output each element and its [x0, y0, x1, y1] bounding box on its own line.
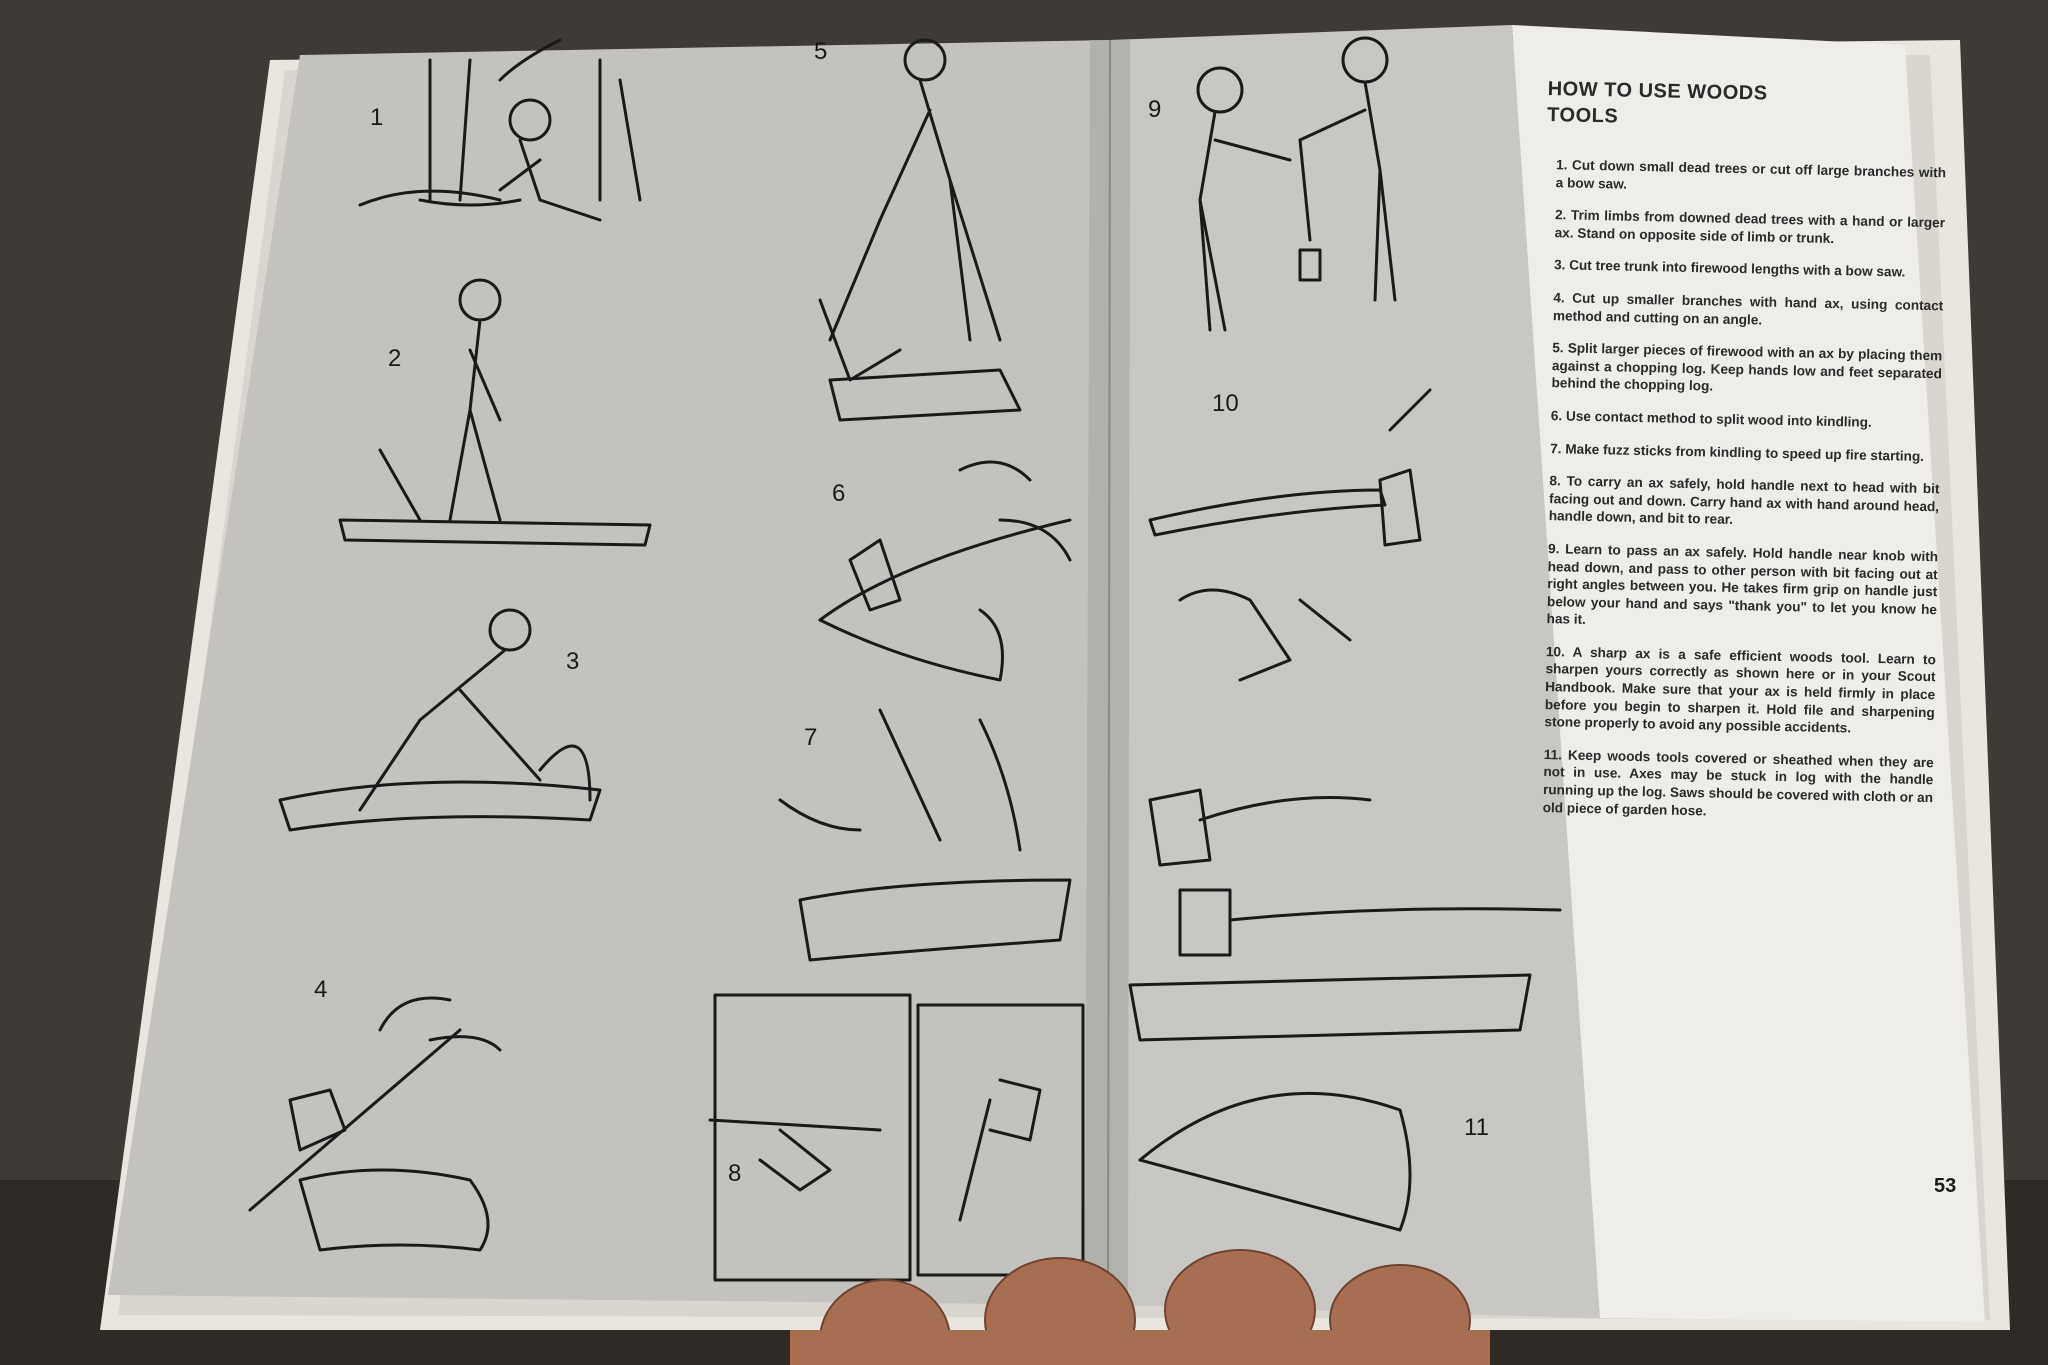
figure-11-number: 11 — [1464, 1114, 1489, 1141]
figure-10-number: 10 — [1212, 390, 1239, 417]
instruction-2: 2. Trim limbs from downed dead trees with a hand or larger ax. Stand on opposite side of limb or trunk. — [1554, 207, 1946, 246]
figure-8-number: 8 — [728, 1160, 742, 1187]
instruction-6: 6. Use contact method to split wood into kindling. — [1550, 408, 1872, 430]
page-heading: HOW TO USE WOODS TOOLS — [1546, 77, 1768, 128]
instruction-4: 4. Cut up smaller branches with hand ax, using contact method and cutting on an angle. — [1552, 290, 1944, 328]
instruction-7: 7. Make fuzz sticks from kindling to speed up fire starting. — [1550, 440, 1925, 464]
page-number: 53 — [1934, 1175, 1957, 1197]
figure-4-number: 4 — [314, 976, 328, 1003]
figure-2-number: 2 — [388, 345, 402, 372]
instruction-11: 11. Keep woods tools covered or sheathed when they are not in use. Axes may be stuck in log with the handle running up the log. Saws should be covered with cloth or an old piece of garden hose. — [1542, 746, 1934, 819]
figure-5-number: 5 — [814, 38, 828, 65]
instruction-3: 3. Cut tree trunk into firewood lengths with a bow saw. — [1553, 257, 1906, 280]
instruction-8: 8. To carry an ax safely, hold handle next to head with bit facing out and down. Carry hand ax with hand around head, handle down, and bit to rear. — [1548, 473, 1940, 528]
instruction-9: 9. Learn to pass an ax safely. Hold handle near knob with head down, and pass to other person with bit facing out at right angles between you. He takes firm grip on handle just below your hand and says "thank you" to let you know he has it. — [1546, 541, 1939, 628]
figure-6-number: 6 — [832, 480, 846, 507]
figure-9-number: 9 — [1148, 96, 1162, 123]
instruction-5: 5. Split larger pieces of firewood with an ax by placing them against a chopping log. Keep hands low and feet separated behind the chopping log. — [1551, 340, 1943, 394]
figure-7-number: 7 — [804, 724, 818, 751]
instruction-1: 1. Cut down small dead trees or cut off large branches with a bow saw. — [1555, 157, 1947, 192]
instruction-10: 10. A sharp ax is a safe efficient woods tool. Learn to sharpen yours correctly as shown here or in your Scout Handbook. Make sure that your ax is held firmly in place before you begin to sharpen it. Hold file and sharpening stone properly to avoid any possible accidents. — [1544, 643, 1937, 736]
figure-1-number: 1 — [370, 104, 384, 131]
instructions-column — [1532, 76, 1948, 839]
figure-3-number: 3 — [566, 648, 580, 675]
